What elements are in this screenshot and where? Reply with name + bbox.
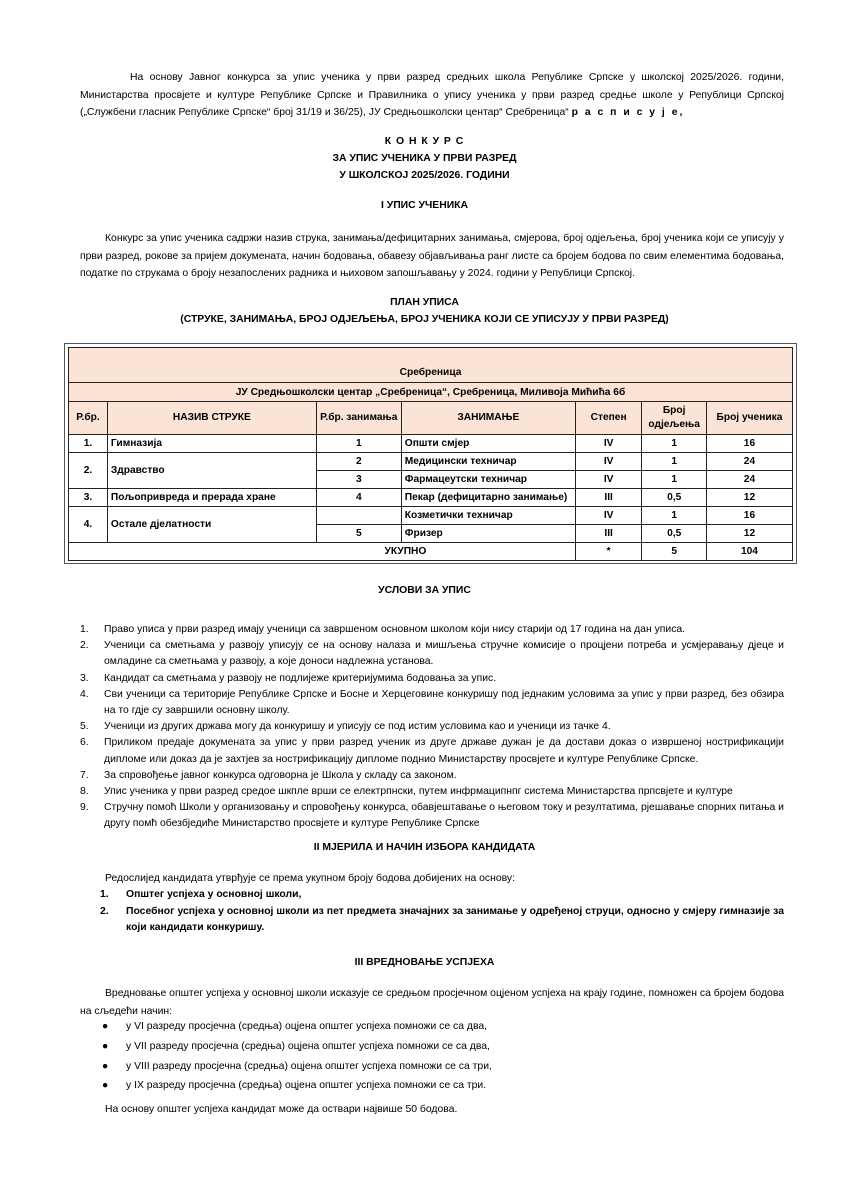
plan-heading-1: ПЛАН УПИСА	[390, 297, 459, 308]
occupation-num: 2	[316, 453, 401, 471]
occupation-classes: 1	[642, 453, 707, 471]
total-students: 104	[706, 543, 792, 561]
bullet-icon: ●	[102, 1080, 109, 1092]
konkurs-title	[0, 133, 849, 184]
header-name: НАЗИВ СТРУКЕ	[107, 402, 316, 435]
list-item: 2. Посебног успјеха у основној школи из пет предмета значајних за занимање у одређеној струци, односно у смјеру гимназије за који кандидати конкуришу.	[100, 905, 784, 933]
title-line-1: К О Н К У Р С	[384, 136, 465, 147]
list-item: ● у VI разреду просјечна (средња) оцјена општег успјеха помножи се са два,	[80, 1017, 784, 1037]
section-1-heading: I УПИС УЧЕНИКА	[380, 200, 469, 211]
list-item: 6. Приликом предаје докумената за упис у први разред ученик из друге државе дужан је да достави доказ о извршеној нострификацији дипломе или доказ да је захтјев за нострификацију дипломе поднио Министарству просвјете и културе Републике Српске.	[80, 737, 784, 765]
list-item: ● у IX разреду просјечна (средња) оцјена општег успјеха помножи се са три.	[80, 1076, 784, 1096]
occupation-num	[316, 507, 401, 525]
list-item: 4. Сви ученици са територије Републике Српске и Босне и Херцеговине конкуришу под једнаким условима за упис у први разред, без обзира на то гдје су завршили основну школу.	[80, 688, 784, 717]
bullet-icon: ●	[102, 1040, 109, 1052]
plan-heading-2: (СТРУКЕ, ЗАНИМАЊА, БРОЈ ОДЈЕЉЕЊА, БРОЈ УЧЕНИКА КОЈИ СЕ УПИСУЈУ У ПРВИ РАЗРЕД)	[180, 314, 669, 325]
header-rb2: Р.бр. занимања	[316, 402, 401, 435]
group-rb: 4.	[69, 507, 108, 543]
section-2-heading: II МЈЕРИЛА И НАЧИН ИЗБОРА КАНДИДАТА	[313, 842, 536, 853]
table-row	[69, 435, 793, 453]
occupation-degree: III	[575, 525, 642, 543]
total-classes: 5	[642, 543, 707, 561]
table-row	[69, 507, 793, 525]
occupation-degree: IV	[575, 471, 642, 489]
title-line-2: ЗА УПИС УЧЕНИКА У ПРВИ РАЗРЕД	[332, 153, 517, 164]
occupation-classes: 0,5	[642, 525, 707, 543]
table-location: Сребреница	[69, 348, 793, 383]
table-header-row	[69, 402, 793, 435]
table-row	[69, 489, 793, 507]
group-name: Гимназија	[107, 435, 316, 453]
list-item: ● у VII разреду просјечна (средња) оцјена општег успјеха помножи се са два,	[80, 1037, 784, 1057]
conditions-list	[80, 622, 784, 833]
list-item: 1. Општег успјеха у основној школи,	[100, 889, 302, 900]
occupation-name: Козметички техничар	[401, 507, 575, 525]
list-item: 3. Кандидат са сметњама у развоју не подлијеже критеријумима бодовања за упис.	[80, 672, 497, 684]
occupation-classes: 0,5	[642, 489, 707, 507]
occupation-degree: III	[575, 489, 642, 507]
occupation-degree: IV	[575, 507, 642, 525]
occupation-name: Фризер	[401, 525, 575, 543]
section-2-intro: Редослијед кандидата утврђује се према укупном броју бодова добијених на основу:	[105, 873, 515, 884]
list-item: 8. Упис ученика у први разред средое шкпле врши се електрпнски, путем инфрмаципнпг система Министарства прпсвјете и културе	[80, 786, 733, 798]
list-item: 9. Стручну помоћ Школи у организовању и спровођењу конкурса, обавјештавање о његовом току и резултатима, рјешавање спорних питања и другу помћ обезбједиће Министарство просвјете и културе Републике Српске	[80, 802, 784, 830]
plan-table	[68, 347, 793, 561]
table-school: ЈУ Средњошколски центар „Сребреница“, Сребреница, Миливоја Мићића 6б	[69, 383, 793, 402]
bullet-icon: ●	[102, 1060, 109, 1072]
bullet-icon: ●	[102, 1021, 109, 1032]
list-item: ● у VIII разреду просјечна (средња) оцјена општег успјеха помножи се са три,	[80, 1057, 784, 1077]
occupation-students: 12	[706, 525, 792, 543]
group-name: Здравство	[107, 453, 316, 489]
table-total-row	[69, 543, 793, 561]
occupation-num: 4	[316, 489, 401, 507]
occupation-name: Општи смјер	[401, 435, 575, 453]
occupation-num: 5	[316, 525, 401, 543]
occupation-num: 1	[316, 435, 401, 453]
occupation-num: 3	[316, 471, 401, 489]
occupation-name: Пекар (дефицитарно занимање)	[401, 489, 575, 507]
occupation-students: 16	[706, 507, 792, 525]
header-degree: Степен	[575, 402, 642, 435]
list-item: 5. Ученици из других држава могу да конкуришу и уписују се под истим условима као и ученици из тачке 4.	[80, 721, 611, 733]
list-item: 7. За спровођење јавног конкурса одговорна је Школа у складу са законом.	[80, 769, 457, 781]
intro-text: На основу Јавног конкурса за упис ученика у први разред средњих школа Републике Српске у школској 2025/2026. години, Министарства просвјете и културе Републике Српске и Правилника о упису ученика у први разред средње школе у Републици Српској („Службени гласник Републике Српске“ број 31/19 и 36/25), ЈУ Средњошколски центар“ Сребреница“	[80, 72, 784, 118]
section-3-closing: На основу општег успјеха кандидат може да оствари највише 50 бодова.	[105, 1104, 458, 1115]
occupation-students: 12	[706, 489, 792, 507]
occupation-classes: 1	[642, 471, 707, 489]
header-classes: Број одјељења	[642, 402, 707, 435]
total-degree: *	[575, 543, 642, 561]
section-3-heading: III ВРЕДНОВАЊЕ УСПЈЕХА	[354, 957, 495, 968]
group-name: Пољопривреда и прерада хране	[107, 489, 316, 507]
criteria-list	[80, 887, 784, 937]
occupation-name: Медицински техничар	[401, 453, 575, 471]
occupation-classes: 1	[642, 435, 707, 453]
group-rb: 2.	[69, 453, 108, 489]
table-row	[69, 453, 793, 471]
occupation-classes: 1	[642, 507, 707, 525]
grade-bullets	[80, 1017, 784, 1096]
occupation-degree: IV	[575, 435, 642, 453]
list-item: 1. Право уписа у први разред имају ученици са завршеном основном школом који нису старији од 17 година на дан уписа.	[80, 624, 686, 635]
intro-verb: р а с п и с у ј е,	[571, 107, 685, 118]
occupation-students: 24	[706, 453, 792, 471]
total-label: УКУПНО	[69, 543, 576, 561]
header-rb: Р.бр.	[69, 402, 108, 435]
intro-paragraph	[80, 69, 784, 122]
section-3-intro: Вредновање општег успјеха у основној школи исказује се средњом просјечном оцјеном успјеха на крају године, помножен са бројем бодова на сљедећи начин:	[80, 988, 784, 1017]
title-line-3: У ШКОЛСКОЈ 2025/2026. ГОДИНИ	[339, 170, 510, 181]
header-students: Број ученика	[706, 402, 792, 435]
conditions-heading: УСЛОВИ ЗА УПИС	[378, 585, 471, 596]
occupation-students: 16	[706, 435, 792, 453]
group-rb: 3.	[69, 489, 108, 507]
plan-table-frame	[64, 343, 797, 564]
occupation-name: Фармацеутски техничар	[401, 471, 575, 489]
group-name: Остале дјелатности	[107, 507, 316, 543]
section-1-text: Конкурс за упис ученика садржи назив струка, занимања/дефицитарних занимања, смјерова, број одјељења, број ученика који се уписују у први разред, рокове за пријем докумената, начин бодовања, обавезу објављивања ранг листе са бројем бодова по свим елементима бодовања, податке по струкама о броју незапослених радника и њиховом запошљавању у 2024. години у Републици Српској.	[80, 233, 784, 279]
plan-heading	[0, 294, 849, 328]
occupation-degree: IV	[575, 453, 642, 471]
occupation-students: 24	[706, 471, 792, 489]
header-occupation: ЗАНИМАЊЕ	[401, 402, 575, 435]
list-item: 2. Ученици са сметњама у развоју уписују се на основу налаза и мишљења стручне комисије о процјени потреба и усмјеравању дјеце и омладине са сметњама у развоју, а које доноси надлежна установа.	[80, 640, 784, 668]
group-rb: 1.	[69, 435, 108, 453]
